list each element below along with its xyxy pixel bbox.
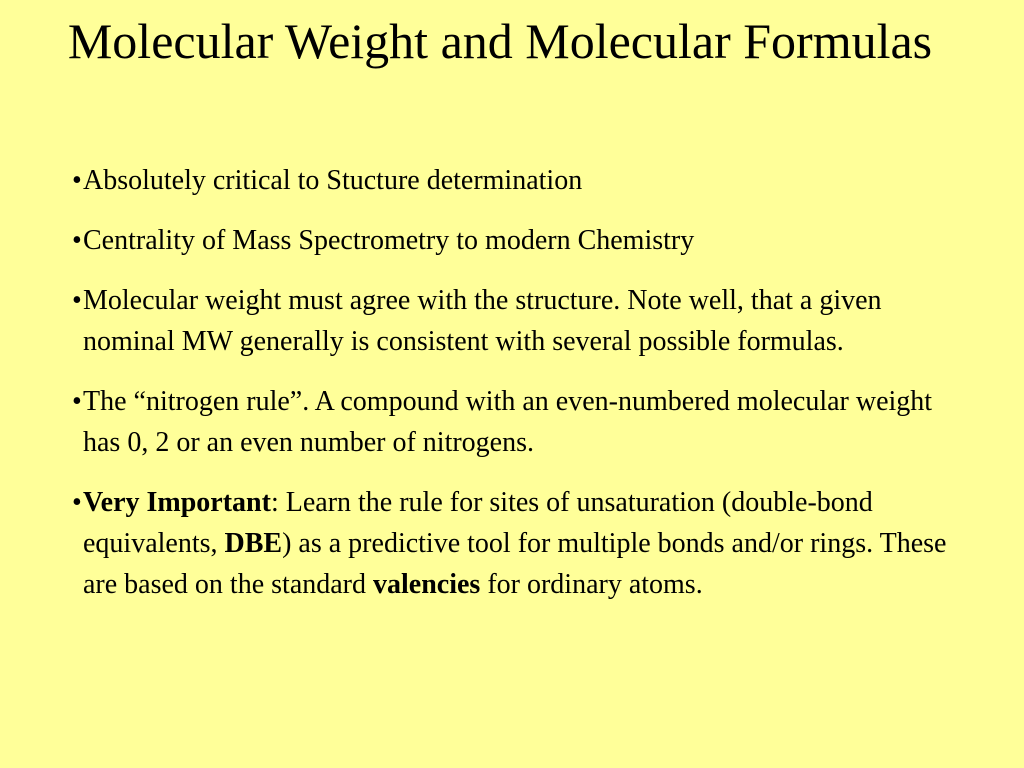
bullet-marker: • [72, 386, 82, 417]
bullet-marker: • [72, 285, 82, 316]
bullet-text: ) as a predictive tool for multiple bonds and/or rings. These are based on the standard [83, 528, 947, 600]
bullet-text: Molecular weight must agree with the structure. Note well, that a given nominal MW generally is consistent with several possible formulas. [83, 285, 882, 357]
bullet-text: Centrality of Mass Spectrometry to modern Chemistry [83, 225, 695, 256]
bullet-item [72, 482, 952, 605]
bullet-marker: • [72, 165, 82, 196]
slide-title: Molecular Weight and Molecular Formulas [67, 13, 933, 69]
bullet-item [72, 160, 952, 201]
bullet-item [72, 381, 952, 463]
bullet-emphasis-very-important: Very Important [83, 487, 271, 518]
bullet-marker: • [72, 225, 82, 256]
bullet-item [72, 220, 952, 261]
bullet-text: : Learn the rule for sites of unsaturation (double-bond equivalents, [83, 487, 873, 559]
bullet-emphasis-dbe: DBE [224, 528, 283, 559]
bullet-list [72, 160, 952, 624]
bullet-emphasis-valencies: valencies [373, 569, 481, 600]
bullet-text: Absolutely critical to Stucture determination [83, 165, 583, 196]
bullet-item [72, 280, 952, 362]
bullet-marker: • [72, 487, 82, 518]
bullet-text: The “nitrogen rule”. A compound with an even-numbered molecular weight has 0, 2 or an even number of nitrogens. [83, 386, 933, 458]
bullet-text: for ordinary atoms. [480, 569, 703, 600]
